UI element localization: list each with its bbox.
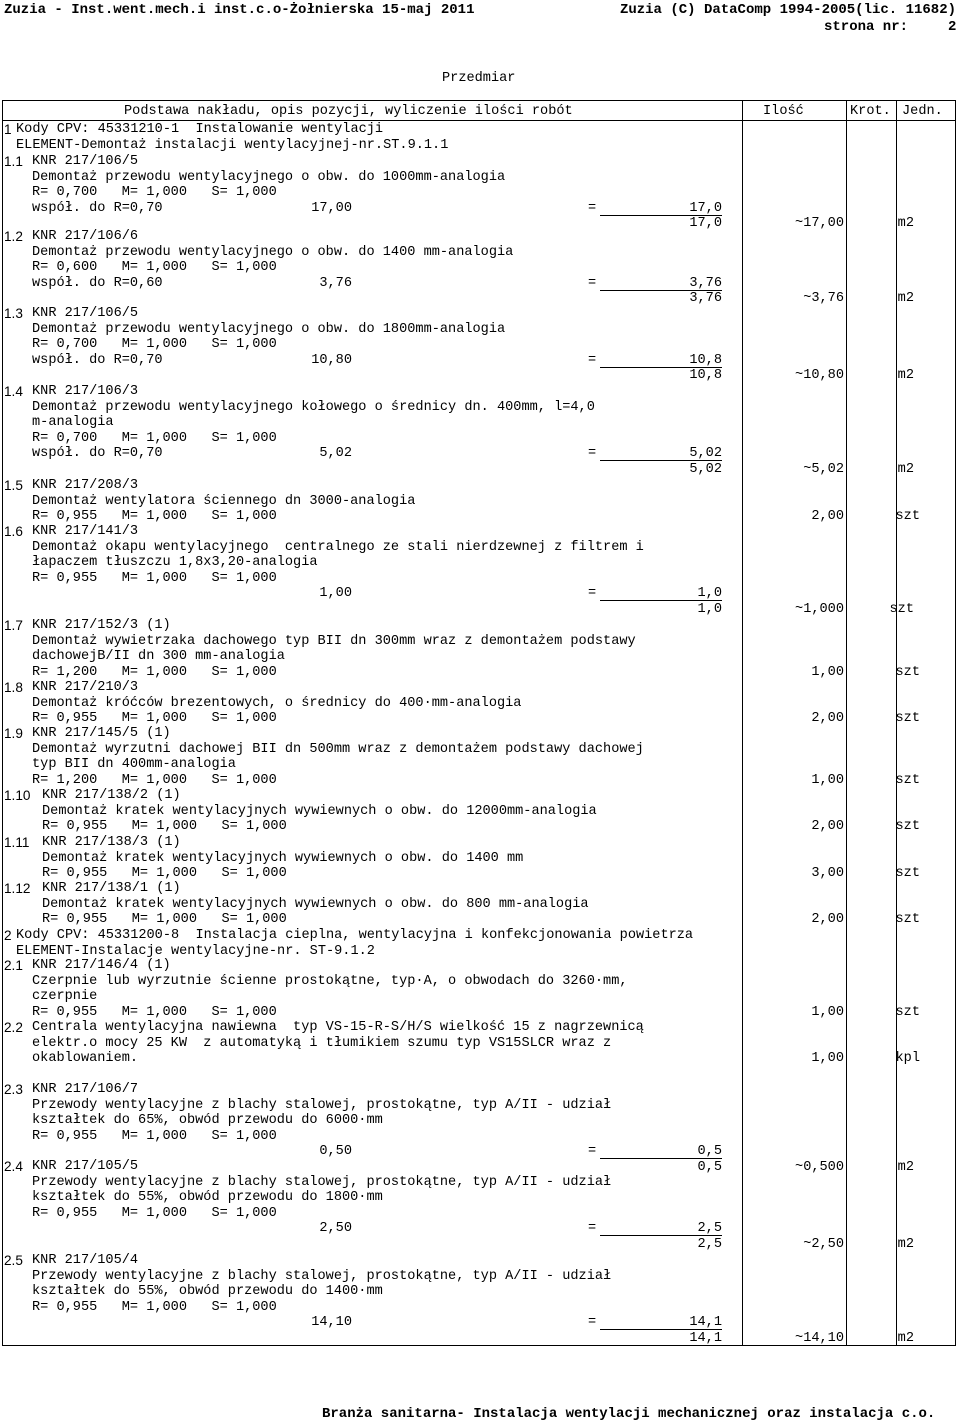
- header-right: Zuzia (C) DataComp 1994-2005(lic. 11682): [619, 2, 956, 18]
- calc-result: 3,76: [689, 275, 722, 291]
- item-number: 2.1: [4, 958, 23, 973]
- calc-result: 5,02: [689, 446, 722, 461]
- item-knr: KNR 217/105/4: [32, 1253, 139, 1268]
- item-factors: R= 0,955 M= 1,000 S= 1,000: [32, 570, 277, 586]
- item-krot: 1,00: [811, 664, 844, 680]
- item-factors: R= 0,955 M= 1,000 S= 1,000: [42, 866, 287, 881]
- item-description-line: Przewody wentylacyjne z blachy stalowej, prostokątne, typ A/II - udział: [32, 1174, 612, 1190]
- calc-equals: =: [588, 200, 597, 216]
- item-krot: 2,00: [811, 509, 844, 524]
- item-number: 1.8: [4, 680, 23, 695]
- item-description-line: Demontaż przewodu wentylacyjnego kołowego o średnicy dn. 400mm, l=4,0: [32, 399, 595, 415]
- item-quantity: 3,76: [689, 291, 722, 306]
- item-quantity: 2,5: [697, 1236, 722, 1252]
- calc-result: 14,1: [689, 1315, 722, 1330]
- item-description-line: Demontaż wentylatora ściennego dn 3000-analogia: [32, 493, 416, 509]
- item-unit: szt: [895, 509, 920, 524]
- item-factors: R= 0,955 M= 1,000 S= 1,000: [42, 819, 287, 834]
- item-knr: KNR 217/138/1 (1): [42, 881, 181, 896]
- item-knr: KNR 217/106/6: [32, 229, 139, 244]
- item-number: 2.3: [4, 1082, 23, 1097]
- column-divider-qty: [742, 100, 743, 1346]
- column-divider-krot: [846, 100, 847, 1346]
- item-unit: m2: [897, 1236, 914, 1252]
- item-knr: KNR 217/105/5: [32, 1159, 139, 1174]
- item-knr: KNR 217/208/3: [32, 478, 139, 493]
- calc-result: 1,0: [697, 586, 722, 601]
- item-krot: ~0,500: [795, 1159, 844, 1175]
- calc-value: 5,02: [319, 446, 352, 461]
- item-factors: R= 0,955 M= 1,000 S= 1,000: [32, 711, 277, 726]
- item-number: 1.4: [4, 384, 23, 399]
- item-description-line: Demontaż wywietrzaka dachowego typ BII dn 300mm wraz z demontażem podstawy: [32, 633, 636, 649]
- item-factors: R= 1,200 M= 1,000 S= 1,000: [32, 772, 277, 788]
- item-number: 1.1: [4, 154, 23, 169]
- item-krot: ~5,02: [803, 461, 844, 477]
- item-quantity: 1,0: [697, 601, 722, 617]
- item-description-line: Przewody wentylacyjne z blachy stalowej, prostokątne, typ A/II - udział: [32, 1097, 612, 1113]
- item-krot: ~10,80: [795, 368, 844, 383]
- item-description-line: Demontaż przewodu wentylacyjnego o obw. do 1800mm-analogia: [32, 321, 506, 337]
- item-description-line: elektr.o mocy 25 KW z automatyką i tłumikiem szumu typ VS15SLCR wraz z: [32, 1035, 612, 1051]
- item-number: 1.5: [4, 478, 23, 493]
- calc-label: współ. do R=0,60: [32, 275, 163, 291]
- col-header-unit: Jedn.: [902, 104, 943, 119]
- item-description-line: m-analogia: [32, 415, 114, 430]
- calc-result: 2,5: [697, 1221, 722, 1236]
- item-unit: szt: [889, 601, 914, 617]
- calc-equals: =: [588, 586, 597, 601]
- calc-result: 17,0: [689, 200, 722, 216]
- item-knr: KNR 217/138/2 (1): [42, 788, 181, 803]
- item-quantity: 17,0: [689, 216, 722, 231]
- item-number: 1.12: [4, 881, 31, 896]
- item-description-line: kształtek do 55%, obwód przewodu do 1400·mm: [32, 1284, 383, 1299]
- item-knr: KNR 217/146/4 (1): [32, 958, 171, 973]
- item-number: 1.11: [4, 835, 30, 850]
- item-krot: 2,00: [811, 819, 844, 834]
- item-number: 2.4: [4, 1159, 23, 1174]
- calc-value: 17,00: [311, 200, 352, 216]
- item-unit: m2: [897, 368, 914, 383]
- item-quantity: 14,1: [689, 1330, 722, 1346]
- item-unit: szt: [895, 1004, 920, 1020]
- calc-value: 2,50: [319, 1221, 352, 1236]
- item-knr: Centrala wentylacyjna nawiewna typ VS-15-R-S/H/S wielkość 15 z nagrzewnicą: [32, 1020, 644, 1035]
- item-knr: KNR 217/106/3: [32, 384, 139, 399]
- calc-equals: =: [588, 446, 597, 461]
- item-factors: R= 1,200 M= 1,000 S= 1,000: [32, 664, 277, 680]
- footer: Branża sanitarna- Instalacja wentylacji mechanicznej oraz instalacja c.o.: [322, 1406, 936, 1422]
- item-factors: R= 0,955 M= 1,000 S= 1,000: [32, 1299, 277, 1315]
- item-krot: ~1,000: [795, 601, 844, 617]
- item-krot: ~3,76: [803, 291, 844, 306]
- calc-value: 1,00: [319, 586, 352, 601]
- calc-label: współ. do R=0,70: [32, 352, 163, 368]
- item-description-line: Przewody wentylacyjne z blachy stalowej, prostokątne, typ A/II - udział: [32, 1268, 612, 1284]
- calc-value: 14,10: [311, 1315, 352, 1330]
- item-krot: ~14,10: [795, 1330, 844, 1346]
- item-knr: KNR 217/141/3: [32, 524, 139, 539]
- col-header-desc: Podstawa nakładu, opis pozycji, wyliczenie ilości robót: [124, 104, 573, 119]
- calc-label: współ. do R=0,70: [32, 446, 163, 461]
- item-description-line: dachowejB/II dn 300 mm-analogia: [32, 649, 285, 664]
- item-factors: R= 0,700 M= 1,000 S= 1,000: [32, 337, 277, 352]
- section-number: 1: [4, 122, 12, 137]
- item-description-line: Demontaż przewodu wentylacyjnego o obw. do 1400 mm-analogia: [32, 244, 514, 260]
- item-description-line: okablowaniem.: [32, 1051, 139, 1066]
- section-element: ELEMENT-Demontaż instalacji wentylacyjnej-nr.ST.9.1.1: [16, 138, 449, 153]
- item-krot: 3,00: [811, 866, 844, 881]
- item-unit: m2: [897, 461, 914, 477]
- item-number: 1.6: [4, 524, 23, 539]
- item-unit: szt: [895, 819, 920, 834]
- item-description-line: Demontaż wyrzutni dachowej BII dn 500mm wraz z demontażem podstawy dachowej: [32, 741, 644, 757]
- item-unit: m2: [897, 1330, 914, 1346]
- item-description-line: Demontaż kratek wentylacyjnych wywiewnych o obw. do 12000mm-analogia: [42, 803, 597, 819]
- item-factors: R= 0,955 M= 1,000 S= 1,000: [42, 912, 287, 927]
- item-unit: m2: [897, 1159, 914, 1175]
- item-factors: R= 0,955 M= 1,000 S= 1,000: [32, 1128, 277, 1144]
- calc-result: 0,5: [697, 1144, 722, 1159]
- item-number: 1.7: [4, 618, 23, 633]
- calc-equals: =: [588, 1315, 597, 1330]
- section-number: 2: [4, 928, 12, 943]
- item-description-line: Czerpnie lub wyrzutnie ścienne prostokątne, typ·A, o obwodach do 3260·mm,: [32, 973, 628, 989]
- item-unit: szt: [895, 772, 920, 788]
- item-description-line: kształtek do 65%, obwód przewodu do 6000·mm: [32, 1113, 383, 1128]
- calc-equals: =: [588, 275, 597, 291]
- item-knr: KNR 217/106/7: [32, 1082, 139, 1097]
- item-unit: szt: [895, 711, 920, 726]
- item-number: 2.2: [4, 1020, 23, 1035]
- item-factors: R= 0,955 M= 1,000 S= 1,000: [32, 1205, 277, 1221]
- item-krot: ~17,00: [795, 216, 844, 231]
- item-knr: KNR 217/138/3 (1): [42, 835, 181, 850]
- header-divider: [2, 120, 956, 121]
- page-number: 2: [948, 19, 957, 35]
- item-knr: KNR 217/145/5 (1): [32, 726, 171, 741]
- item-krot: 2,00: [811, 912, 844, 927]
- item-factors: R= 0,600 M= 1,000 S= 1,000: [32, 260, 277, 275]
- section-code: Kody CPV: 45331200-8 Instalacja cieplna, wentylacyjna i konfekcjonowania powietrza: [16, 928, 694, 943]
- page-label: strona nr:: [824, 19, 909, 35]
- item-description-line: Demontaż króćców brezentowych, o średnicy do 400·mm-analogia: [32, 695, 522, 711]
- item-number: 1.9: [4, 726, 23, 741]
- item-description-line: czerpnie: [32, 989, 98, 1004]
- item-knr: KNR 217/210/3: [32, 680, 139, 695]
- calc-value: 3,76: [319, 275, 352, 291]
- item-number: 2.5: [4, 1253, 23, 1268]
- item-krot: ~2,50: [803, 1236, 844, 1252]
- item-unit: m2: [897, 291, 914, 306]
- item-description-line: typ BII dn 400mm-analogia: [32, 757, 236, 772]
- item-number: 1.3: [4, 306, 23, 321]
- item-factors: R= 0,955 M= 1,000 S= 1,000: [32, 1004, 277, 1020]
- item-unit: szt: [895, 866, 920, 881]
- calc-result: 10,8: [689, 352, 722, 368]
- item-number: 1.2: [4, 229, 23, 244]
- item-factors: R= 0,700 M= 1,000 S= 1,000: [32, 430, 277, 446]
- calc-equals: =: [588, 352, 597, 368]
- item-quantity: 10,8: [689, 368, 722, 383]
- item-factors: R= 0,955 M= 1,000 S= 1,000: [32, 509, 277, 524]
- header-left: Zuzia - Inst.went.mech.i inst.c.o-Żołnierska 15-maj 2011: [4, 2, 475, 18]
- item-krot: 1,00: [811, 1004, 844, 1020]
- item-knr: KNR 217/106/5: [32, 154, 139, 169]
- item-description-line: Demontaż kratek wentylacyjnych wywiewnych o obw. do 800 mm-analogia: [42, 896, 589, 912]
- calc-label: współ. do R=0,70: [32, 200, 163, 216]
- page-title: Przedmiar: [442, 71, 516, 86]
- item-number: 1.10: [4, 788, 31, 803]
- item-description-line: łapaczem tłuszczu 1,8x3,20-analogia: [32, 555, 318, 570]
- calc-value: 10,80: [311, 352, 352, 368]
- item-quantity: 0,5: [697, 1159, 722, 1175]
- col-header-qty: Ilość: [763, 104, 804, 119]
- item-factors: R= 0,700 M= 1,000 S= 1,000: [32, 185, 277, 200]
- section-element: ELEMENT-Instalacje wentylacyjne-nr. ST-9.1.2: [16, 944, 375, 959]
- item-description-line: Demontaż kratek wentylacyjnych wywiewnych o obw. do 1400 mm: [42, 850, 524, 866]
- item-krot: 1,00: [811, 772, 844, 788]
- calc-equals: =: [588, 1144, 597, 1159]
- item-unit: m2: [897, 216, 914, 231]
- item-unit: szt: [895, 912, 920, 927]
- calc-equals: =: [588, 1221, 597, 1236]
- item-unit: kpl: [895, 1051, 920, 1066]
- item-description-line: kształtek do 55%, obwód przewodu do 1800·mm: [32, 1190, 383, 1205]
- item-description-line: Demontaż przewodu wentylacyjnego o obw. do 1000mm-analogia: [32, 169, 506, 185]
- section-code: Kody CPV: 45331210-1 Instalowanie wentylacji: [16, 122, 384, 137]
- calc-value: 0,50: [319, 1144, 352, 1159]
- item-quantity: 5,02: [689, 461, 722, 477]
- item-description-line: Demontaż okapu wentylacyjnego centralnego ze stali nierdzewnej z filtrem i: [32, 539, 644, 555]
- item-knr: KNR 217/152/3 (1): [32, 618, 171, 633]
- item-unit: szt: [895, 664, 920, 680]
- item-knr: KNR 217/106/5: [32, 306, 139, 321]
- item-krot: 1,00: [811, 1051, 844, 1066]
- col-header-krot: Krot.: [850, 104, 891, 119]
- item-krot: 2,00: [811, 711, 844, 726]
